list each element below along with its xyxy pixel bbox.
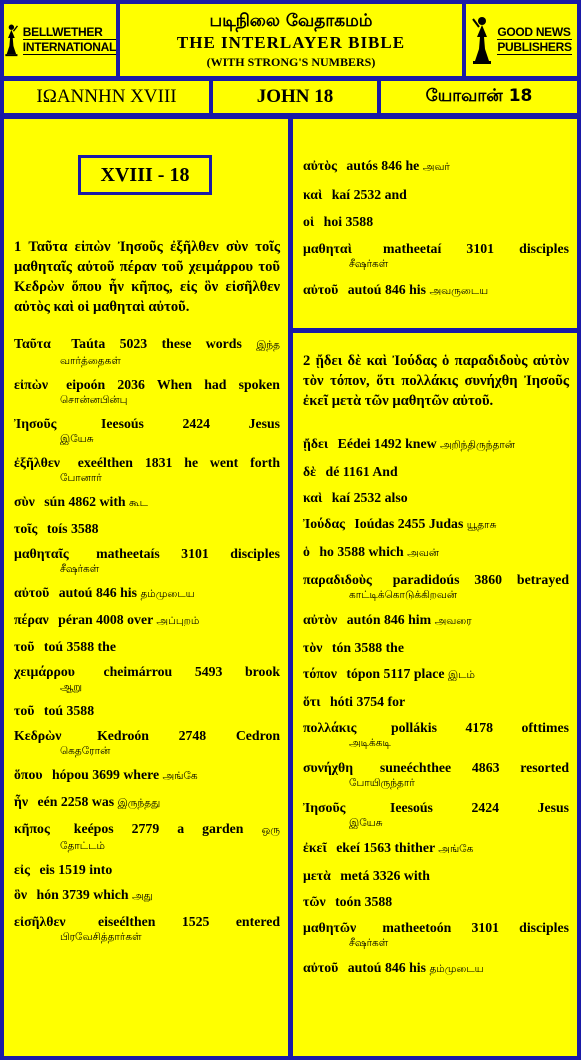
entry-greek: εἰσῆλθεν: [14, 914, 66, 929]
entry-tamil-line: காட்டிக்கொடுக்கிறவன்: [349, 589, 458, 601]
entry-english: thither: [394, 840, 435, 855]
entry-greek: ἦν: [14, 794, 28, 809]
entry-strong-number: 1563: [363, 840, 391, 855]
entry-strong-number: 3739: [62, 887, 90, 902]
entry-greek: ᾔδει: [303, 436, 329, 451]
logo-right-line2: PUBLISHERS: [497, 40, 572, 54]
word-entry: [303, 665, 569, 684]
word-entry: [14, 820, 280, 853]
verse-2-text: 2 ᾔδει δὲ καὶ Ἰούδας ὁ παραδιδοὺς αὐτὸν τὸν τόπον, ὅτι πολλάκις συνήχθη Ἰησοῦς ἐκεῖ μετὰ τῶν μαθητῶν αὐτοῦ.: [303, 353, 569, 409]
word-entry: [14, 886, 280, 905]
entry-tamil: அங்கே: [438, 843, 474, 855]
entry-transliteration: kaí: [331, 187, 351, 202]
word-entry: [303, 543, 569, 562]
entry-greek: μαθηταῖς: [14, 546, 69, 561]
entry-transliteration: autón: [346, 612, 381, 627]
entry-strong-number: 3101: [466, 241, 495, 256]
logo-right-line1: GOOD NEWS: [497, 25, 571, 39]
entry-transliteration: cheimárrou: [103, 664, 173, 679]
entry-strong-number: 3588: [364, 894, 393, 909]
entry-greek: δὲ: [303, 464, 317, 479]
entry-strong-number: 5117: [383, 666, 411, 681]
entry-transliteration: autoú: [347, 282, 382, 297]
entry-transliteration: autoú: [347, 960, 382, 975]
word-entry: [303, 719, 569, 750]
entry-english: these words: [161, 336, 242, 351]
entry-english: entered: [235, 914, 280, 929]
entry-greek: αὐτοῦ: [14, 585, 50, 600]
entry-greek: αὐτοῦ: [303, 960, 339, 975]
entry-strong-number: 3754: [356, 694, 385, 709]
entry-transliteration: eis: [39, 862, 55, 877]
entry-strong-number: 5023: [119, 336, 148, 351]
word-entry: [303, 213, 569, 230]
word-entry: [14, 493, 280, 512]
entry-transliteration: matheetaí: [383, 241, 442, 256]
word-entry: [303, 186, 569, 203]
word-entry: [14, 376, 280, 407]
good-news-figure-icon: [471, 15, 493, 65]
entry-greek: ὅπου: [14, 767, 43, 782]
entry-transliteration: dé: [325, 464, 340, 479]
entry-english: Judas: [428, 516, 464, 531]
entry-transliteration: toón: [335, 894, 362, 909]
entry-tamil: அங்கே: [162, 770, 198, 782]
word-entry: [14, 415, 280, 446]
entry-transliteration: matheetoón: [382, 920, 452, 935]
entry-tamil-line: போனார்: [60, 472, 102, 484]
entry-strong-number: 5493: [194, 664, 223, 679]
entry-english: betrayed: [516, 572, 570, 587]
entry-strong-number: 4862: [68, 494, 97, 509]
entry-strong-number: 3699: [92, 767, 120, 782]
entry-english: his: [409, 282, 426, 297]
entry-tamil-line: சீஷர்கள்: [349, 937, 389, 949]
entry-greek: ὃν: [14, 887, 28, 902]
entry-english: the: [97, 639, 116, 654]
title-tamil: படிநிலை வேதாகமம்: [209, 11, 373, 31]
entry-tamil-line: சீஷர்கள்: [60, 563, 100, 575]
word-entry: [303, 839, 569, 858]
word-entry: [14, 913, 280, 944]
entry-english: ofttimes: [521, 720, 570, 735]
entry-tamil-line: சொன்னபின்பு: [60, 394, 128, 406]
entry-transliteration: eipoón: [66, 377, 106, 392]
entry-transliteration: hópou: [51, 767, 89, 782]
word-entry: [14, 766, 280, 785]
entry-tamil-line: போயிருந்தார்: [349, 777, 415, 789]
entry-greek: τοῖς: [14, 521, 38, 536]
verse-1-entries: [14, 335, 280, 944]
entry-greek: τοῦ: [14, 703, 35, 718]
entry-tamil-line: கெதரோன்: [60, 745, 111, 757]
entry-greek: εἰπὼν: [14, 377, 48, 392]
entry-tamil: அறிந்திருந்தான்: [439, 439, 516, 451]
entry-english: his: [120, 585, 137, 600]
entry-strong-number: 3588: [70, 521, 99, 536]
entry-transliteration: keépos: [73, 821, 114, 836]
entry-english: Jesus: [537, 800, 570, 815]
entry-greek: τὸν: [303, 640, 323, 655]
entry-transliteration: eén: [37, 794, 58, 809]
entry-english: with: [99, 494, 126, 509]
entry-greek: τοῦ: [14, 639, 35, 654]
entry-english: him: [408, 612, 432, 627]
entry-transliteration: autoú: [58, 585, 93, 600]
entry-transliteration: tópon: [346, 666, 381, 681]
entry-transliteration: toú: [43, 703, 64, 718]
entry-strong-number: 3588: [337, 544, 365, 559]
entry-transliteration: ho: [319, 544, 334, 559]
entry-tamil: அப்புறம்: [156, 615, 200, 627]
logo-left-line1: BELLWETHER: [23, 25, 116, 40]
word-entry: [303, 759, 569, 790]
entry-strong-number: 1161: [342, 464, 370, 479]
entry-english: was: [91, 794, 115, 809]
entry-english: for: [387, 694, 406, 709]
entry-greek: Ἰησοῦς: [303, 800, 346, 815]
title-sub: (WITH STRONG'S NUMBERS): [206, 55, 376, 69]
book-title-tamil: யோவான் 18: [381, 81, 577, 113]
entry-greek: κῆπος: [14, 821, 50, 836]
entry-greek: αὐτὸς: [303, 158, 337, 173]
word-entry: [303, 435, 569, 454]
logo-left-line2: INTERNATIONAL: [22, 40, 116, 54]
entry-tamil-line: ஆறு: [60, 681, 83, 693]
entry-tamil: தம்முடைய: [429, 963, 484, 975]
entry-transliteration: sún: [44, 494, 66, 509]
bellwether-logo: [4, 4, 116, 76]
entry-greek: ὅτι: [303, 694, 321, 709]
word-entry: [303, 463, 569, 480]
word-entry: [303, 639, 569, 656]
entry-greek: καὶ: [303, 490, 323, 505]
word-entry: [303, 240, 569, 271]
entry-english: he went forth: [184, 455, 281, 470]
entry-tamil-line: இயேசு: [349, 817, 383, 829]
entry-tamil: அது: [132, 890, 153, 902]
entry-strong-number: 846: [95, 585, 117, 600]
entry-tamil: கூட: [129, 497, 148, 509]
bellwether-figure-icon: [4, 15, 19, 65]
entry-transliteration: eiseélthen: [97, 914, 156, 929]
entry-transliteration: Ieesoús: [389, 800, 433, 815]
entry-strong-number: 2779: [131, 821, 160, 836]
entry-transliteration: tón: [331, 640, 352, 655]
word-entry: [303, 893, 569, 910]
entry-transliteration: toú: [43, 639, 64, 654]
entry-transliteration: exeélthen: [77, 455, 133, 470]
entry-strong-number: 1492: [374, 436, 402, 451]
entry-tamil: இந்த: [256, 339, 280, 351]
entry-strong-number: 2258: [60, 794, 89, 809]
entry-english: the: [385, 640, 404, 655]
entry-tamil: இடம்: [447, 669, 475, 681]
right-top-panel: [293, 119, 577, 328]
entry-greek: τόπον: [303, 666, 337, 681]
entry-greek: αὐτοῦ: [303, 282, 339, 297]
entry-greek: μετὰ: [303, 868, 331, 883]
entry-greek: ἐξῆλθεν: [14, 455, 60, 470]
entry-transliteration: autós: [346, 158, 378, 173]
entry-greek: χειμάρρου: [14, 664, 75, 679]
entry-english: And: [372, 464, 398, 479]
entry-english: over: [127, 612, 153, 627]
word-entry: [303, 693, 569, 710]
word-entry: [303, 919, 569, 950]
entry-transliteration: Ioúdas: [354, 516, 395, 531]
entry-strong-number: 846: [383, 612, 405, 627]
entry-strong-number: 2748: [178, 728, 207, 743]
entry-strong-number: 846: [381, 158, 402, 173]
entry-tamil: யூதாசு: [466, 519, 497, 531]
entry-strong-number: 4863: [471, 760, 500, 775]
word-entry: [14, 584, 280, 603]
entry-strong-number: 3860: [474, 572, 502, 587]
entry-english: disciples: [519, 241, 569, 256]
entry-english: which: [93, 887, 129, 902]
word-entry: [14, 702, 280, 719]
entry-transliteration: Eédei: [337, 436, 371, 451]
entry-greek: Ἰούδας: [303, 516, 345, 531]
entry-greek: τῶν: [303, 894, 326, 909]
entry-greek: παραδιδοὺς: [303, 572, 372, 587]
entry-transliteration: ekeí: [336, 840, 360, 855]
word-entry: [303, 281, 569, 300]
entry-tamil: அவருடைய: [429, 285, 489, 297]
word-entry: [14, 335, 280, 368]
entry-strong-number: 2532: [353, 187, 382, 202]
good-news-logo: [466, 4, 577, 76]
entry-tamil: தம்முடைய: [140, 588, 195, 600]
entry-transliteration: Ieesoús: [100, 416, 144, 431]
entry-greek: εἰς: [14, 862, 30, 877]
entry-tamil: அவர்: [422, 161, 450, 173]
entry-english: knew: [405, 436, 437, 451]
verse-2-entries: [303, 435, 569, 978]
word-entry: [14, 793, 280, 812]
book-title-english: JOHN 18: [213, 81, 377, 113]
entry-greek: Ἰησοῦς: [14, 416, 57, 431]
entry-transliteration: pollákis: [390, 720, 437, 735]
entry-english: which: [368, 544, 404, 559]
entry-strong-number: 3101: [181, 546, 209, 561]
entry-transliteration: hoi: [323, 214, 343, 229]
entry-strong-number: 1519: [58, 862, 86, 877]
entry-english: brook: [245, 664, 281, 679]
entry-transliteration: hón: [36, 887, 59, 902]
entry-english: into: [89, 862, 113, 877]
entry-greek: μαθηταὶ: [303, 241, 352, 256]
entry-tamil: அவன்: [407, 547, 440, 559]
entry-english: also: [384, 490, 408, 505]
entry-tamil: அவரை: [434, 615, 472, 627]
entry-strong-number: 2532: [353, 490, 382, 505]
word-entry: [303, 867, 569, 884]
entry-greek: ὁ: [303, 544, 310, 559]
entry-greek: καὶ: [303, 187, 323, 202]
word-entry: [303, 571, 569, 602]
entry-english: where: [123, 767, 160, 782]
entry-strong-number: 3588: [345, 214, 374, 229]
word-entry: [303, 799, 569, 830]
entry-english: with: [403, 868, 430, 883]
word-entry: [14, 520, 280, 537]
entry-strong-number: 2036: [117, 377, 145, 392]
entry-strong-number: 846: [384, 960, 406, 975]
entry-strong-number: 4178: [465, 720, 494, 735]
title-main: THE INTERLAYER BIBLE: [176, 33, 406, 52]
entry-tamil: இருந்தது: [117, 797, 161, 809]
entry-transliteration: paradidoús: [392, 572, 460, 587]
entry-tamil-line: அடிக்கடி: [349, 737, 391, 749]
word-entry: [14, 638, 280, 655]
word-entry: [303, 157, 569, 176]
entry-strong-number: 2455: [397, 516, 426, 531]
entry-strong-number: 1831: [144, 455, 173, 470]
word-entry: [303, 959, 569, 978]
entry-tamil-line: வார்த்தைகள்: [60, 355, 121, 367]
entry-greek: πολλάκις: [303, 720, 357, 735]
entry-transliteration: péran: [58, 612, 93, 627]
entry-greek: μαθητῶν: [303, 920, 357, 935]
title-box: [120, 4, 462, 76]
entry-english: a garden: [177, 821, 244, 836]
entry-strong-number: 1525: [181, 914, 210, 929]
word-entry: [14, 861, 280, 878]
entry-greek: Ταῦτα: [14, 336, 51, 351]
entry-strong-number: 2424: [471, 800, 500, 815]
entry-greek: πέραν: [14, 612, 49, 627]
entry-transliteration: matheetaís: [96, 546, 160, 561]
word-entry: [303, 489, 569, 506]
entry-greek: συνήχθη: [303, 760, 354, 775]
book-title-greek: ΙΩΑΝΝΗΝ XVIII: [4, 81, 209, 113]
word-entry: [303, 515, 569, 534]
entry-english: his: [409, 960, 426, 975]
left-column: [4, 119, 288, 1056]
entry-transliteration: suneéchthee: [379, 760, 452, 775]
entry-transliteration: metá: [340, 868, 370, 883]
entry-greek: ἐκεῖ: [303, 840, 327, 855]
entry-strong-number: 3326: [372, 868, 401, 883]
entry-english: Jesus: [248, 416, 281, 431]
verse-1-text: 1 Ταῦτα εἰπὼν Ἰησοῦς ἐξῆλθεν σὺν τοῖς μαθηταῖς αὐτοῦ πέραν τοῦ χειμάρρου τοῦ Κεδρὼν ὅπου ἦν κῆπος, εἰς ὃν εἰσῆλθεν αὐτὸς καὶ οἱ μαθηταὶ αὐτοῦ.: [14, 239, 280, 315]
entry-greek: σὺν: [14, 494, 35, 509]
verse-1-continued-entries: [303, 157, 569, 300]
entry-english: place: [413, 666, 445, 681]
word-entry: [14, 727, 280, 758]
entry-tamil-line: இயேசு: [60, 433, 94, 445]
entry-english: resorted: [520, 760, 570, 775]
entry-strong-number: 3588: [66, 703, 95, 718]
entry-transliteration: toís: [46, 521, 68, 536]
word-entry: [14, 611, 280, 630]
entry-transliteration: kaí: [331, 490, 351, 505]
entry-transliteration: Taúta: [71, 336, 106, 351]
entry-tamil-line: தோட்டம்: [60, 840, 105, 852]
entry-tamil-line: பிரவேசித்தார்கள்: [60, 931, 142, 943]
entry-english: When had spoken: [156, 377, 280, 392]
entry-english: he: [405, 158, 420, 173]
word-entry: [303, 611, 569, 630]
word-entry: [14, 545, 280, 576]
entry-english: disciples: [519, 920, 570, 935]
entry-strong-number: 3588: [66, 639, 95, 654]
word-entry: [14, 454, 280, 485]
entry-strong-number: 3588: [354, 640, 383, 655]
entry-tamil-line: சீஷர்கள்: [349, 258, 389, 270]
entry-tamil: ஒரு: [261, 824, 280, 836]
entry-english: disciples: [230, 546, 281, 561]
entry-english: Cedron: [235, 728, 281, 743]
word-entry: [14, 663, 280, 694]
entry-greek: οἱ: [303, 214, 315, 229]
entry-greek: Κεδρὼν: [14, 728, 62, 743]
right-bottom-panel: [293, 333, 577, 1056]
entry-strong-number: 846: [384, 282, 406, 297]
entry-greek: αὐτὸν: [303, 612, 338, 627]
chapter-label: XVIII - 18: [78, 155, 212, 195]
entry-strong-number: 4008: [96, 612, 124, 627]
entry-transliteration: hóti: [330, 694, 353, 709]
entry-strong-number: 3101: [471, 920, 500, 935]
entry-strong-number: 2424: [182, 416, 211, 431]
entry-english: and: [384, 187, 407, 202]
entry-transliteration: Kedroón: [97, 728, 149, 743]
